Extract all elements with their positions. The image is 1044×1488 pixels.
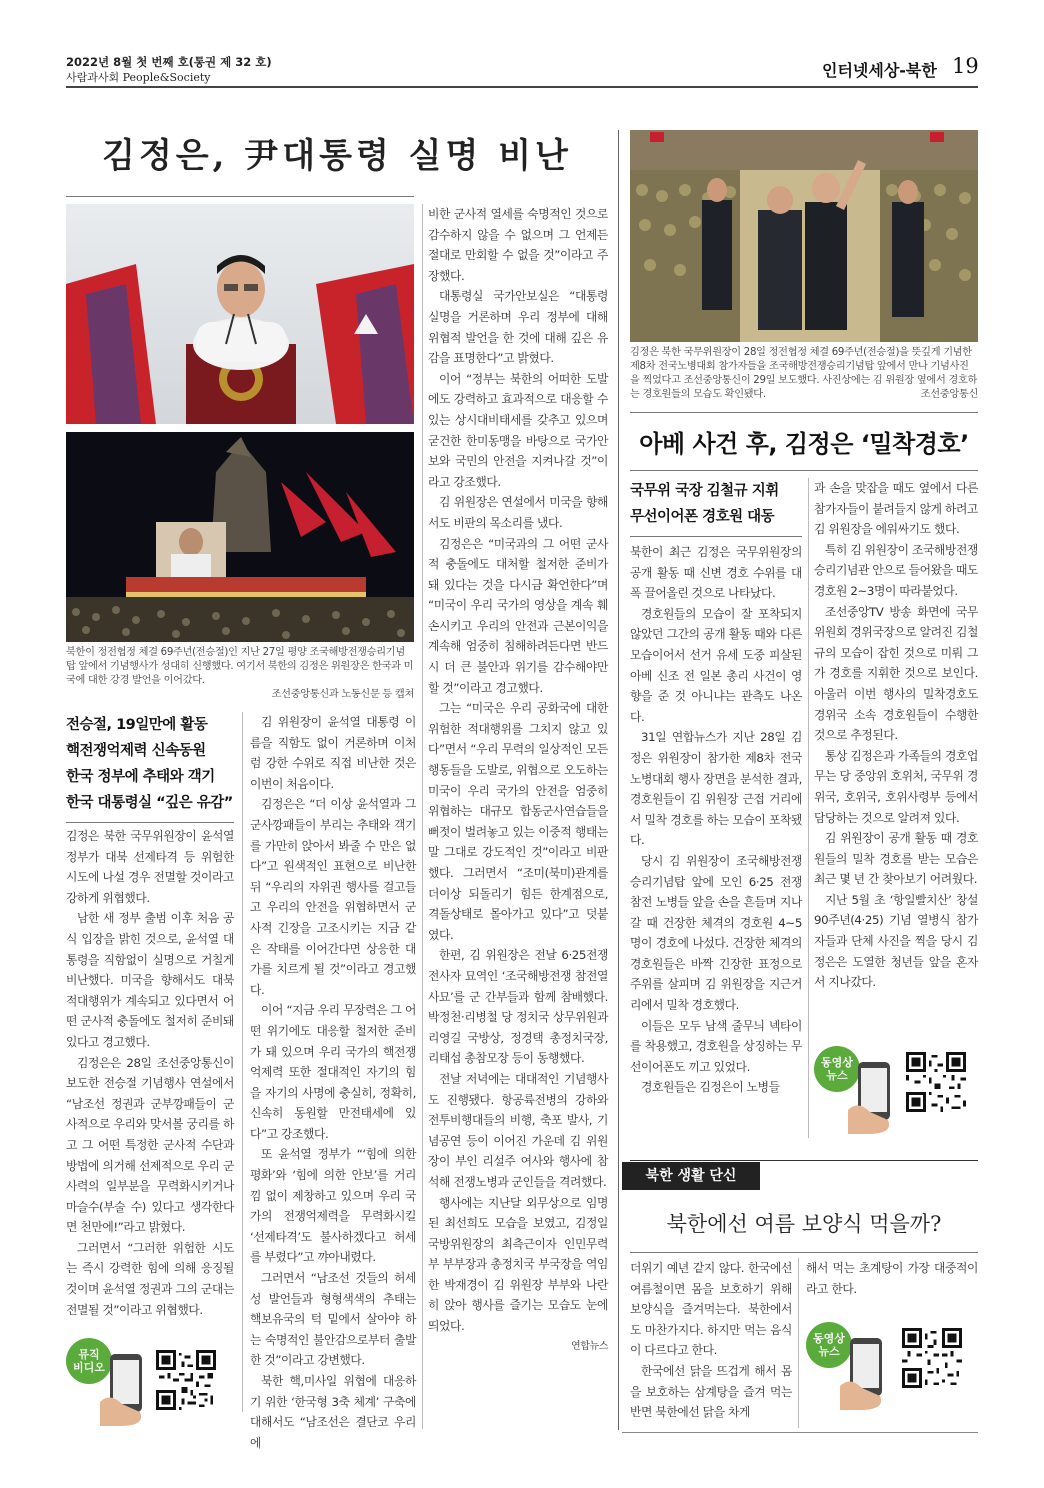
article2-col2-paragraph: 통상 김정은과 가족들의 경호업무는 당 중앙위 호위처, 국무위 경위국, 호위국, 호위사령부 등에서 담당하는 것으로 알려져 있다. [814, 748, 978, 825]
article2-col1-paragraph: 경호원들은 김정은이 노병들 [641, 1080, 780, 1095]
article3-top-rule [630, 1160, 978, 1161]
article3-column-2 [806, 1258, 978, 1299]
article1-col2-paragraph: 김정은은 “더 이상 윤석열과 그 군사깡패들이 부리는 추태와 객기를 가만히 앉아서 봐줄 수 만은 없다”고 원색적인 표현으로 비난한 뒤 “우리의 자위권 행사를 걸고들고 우리의 안전을 위협하면서 군사적 긴장을 고조시키는 지금 같은 작태를 이어간다면 상응한 대가를 치르게 될 것”이라고 경고했다. [250, 797, 416, 997]
page-number: 19 [952, 54, 979, 78]
photo1-caption [66, 646, 414, 702]
article3-col2-paragraph: 해서 먹는 초계탕이 가장 대중적이라고 한다. [806, 1261, 978, 1296]
section-title: 인터넷세상-북한 [822, 61, 937, 80]
col-divider [242, 712, 243, 1412]
article2-top-rule [630, 412, 978, 413]
article2-headline: 아베 사건 후, 김정은 ‘밀착경호’ [639, 430, 969, 458]
article1-col3-paragraph: 한편, 김 위원장은 전날 6·25전쟁 전사자 묘역인 ‘조국해방전쟁 참전열사묘’를 군 간부들과 함께 참배했다. 박정천·리병철 당 정치국 상무위원과 리영길 국방상, 정경택 총정치국장, 리태섭 총참모장 등이 동행했다. [428, 948, 608, 1066]
article1-col3-paragraph: 김 위원장은 연설에서 미국을 향해서도 비판의 목소리를 냈다. [428, 495, 608, 530]
col-divider [808, 478, 809, 1138]
article2-col2-paragraph: 과 손을 맞잡을 때도 옆에서 다른 참가자들이 붙려들지 않게 하려고 김 위원장을 에워싸기도 했다. [814, 481, 978, 537]
article1-column-1 [66, 826, 234, 1320]
phone-hand-icon [100, 1352, 152, 1426]
article1-subheads [66, 712, 246, 816]
article2-subheads [630, 478, 802, 530]
article3-col1-paragraph: 더위기 예년 같지 않다. 한국에선 여름철이면 몸을 보호하기 위해 보양식을 즐겨먹는다. 북한에서도 마찬가지다. 하지만 먹는 음식이 다르다고 한다. [630, 1261, 792, 1358]
issue-line: 2022년 8월 첫 번째 호(통권 제 32 호) [66, 55, 272, 69]
article1-col2-paragraph: 북한 핵,미사일 위협에 대응하기 위한 ‘한국형 3축 체계’ 구축에 대해서도 “남조선은 결단코 우리에 [250, 1374, 416, 1450]
article2-col1-paragraph: 당시 김 위원장이 조국해방전쟁승리기념탑 앞에 모인 6·25 전쟁 참전 노병들 앞을 손을 흔들며 지나갈 때 건장한 체격의 경호원 4~5명이 경호에 나섰다. 건장한 체격의 경호원들은 바짝 긴장한 표정으로 주위를 살피며 김 위원장을 지근거리에서 밀착 경호했다. [630, 853, 802, 1013]
page-bottom-rule [622, 1432, 978, 1433]
music-video-badge-label: 뮤직 비디오 [73, 1348, 105, 1374]
article2-col2-paragraph: 김 위원장이 공개 활동 때 경호원들의 밀착 경호를 받는 모습은 최근 몇 년 간 찾아보기 어려웠다. [814, 831, 978, 887]
photo2-caption-text: 김정은 북한 국무위원장이 28일 정전협정 체결 69주년(전승절)을 뜻깊게 기념한 제8차 전국노병대회 참가자들을 조국해방전쟁승리기념탑 앞에서 만나 기념사진을 찍었다고 조선중앙통신이 29일 보도했다. 사진상에는 김 위원장 옆에서 경호하는 경호원들의 모습도 확인됐다. [630, 347, 978, 400]
photo1-credit: 조선중앙통신과 노동신문 등 캡쳐 [271, 689, 414, 700]
header-rule [66, 86, 978, 88]
article1-col3-paragraph: 김정은은 “미국과의 그 어떤 군사적 충돌에도 대처할 철저한 준비가 돼 있다는 것을 다시금 확언한다”며 “미국이 우리 국가의 영상을 계속 훼손시키고 우리의 안전과 근본이익을 계속해 엄중히 침해하려든다면 반드시 더 큰 불안과 위기를 감수해야만 할 것”이라고 경고했다. [428, 536, 608, 695]
kim-speech-photo [66, 204, 414, 424]
qr-code-icon[interactable] [902, 1328, 962, 1388]
article2-column-2 [814, 478, 978, 993]
bodyguards-photo [630, 130, 978, 342]
article1-col3-paragraph: 그는 “미국은 우리 공화국에 대한 위험한 적대행위를 그치지 않고 있다”면서 “우리 무력의 일상적인 모든 행동들을 도발로, 위협으로 오도하는 미국이 우리 국가의 안전을 엄중히 위협하는 대규모 합동군사연습들을 뻐젓이 벌려놓고 있는 이중적 행태는 말 그대로 강도적인 것”이라고 비판했다. 그러면서 “조미(북미)관계를 더이상 되돌리기 힘든 한계점으로, 격돌상태로 몰아가고 있다”고 덧붙였다. [428, 701, 608, 942]
col-divider [422, 204, 423, 1429]
article1-col3-paragraph: 행사에는 지난달 외무상으로 임명된 최선희도 모습을 보였고, 김정일 국방위원장의 최측근이자 인민무력부 부부장과 총정치국 부국장을 역임한 박재경이 김 위원장 부부와 나란히 앉아 행사를 즐기는 모습도 눈에 띄었다. [428, 1195, 608, 1334]
article2-col1-paragraph: 31일 연합뉴스가 지난 28일 김정은 위원장이 참가한 제8차 전국노병대회 행사 장면을 분석한 결과, 경호원들이 김 위원장 근접 거리에서 밀착 경호를 하는 모습이 포착됐다. [630, 730, 802, 848]
video-news-badge-label: 동영상 뉴스 [821, 1056, 853, 1082]
col-divider [798, 1258, 799, 1428]
publication-name: 사람과사회 People&Society [66, 71, 211, 84]
article1-col1-paragraph: 김정은은 28일 조선중앙통신이 보도한 전승절 기념행사 연설에서 “남조선 정권과 군부깡패들이 군사적으로 우리와 맞서볼 궁리를 하고 그 어떤 특정한 군사적 수단과 방법에 의거해 선제적으로 우리 군사력의 일부분을 무력화시키거나 마슬수(부술 수) 있다고 생각한다면 천만에!”라고 밝혔다. [66, 1055, 234, 1235]
phone-hand-icon [840, 1336, 892, 1410]
article1-source-credit: 연합뉴스 [570, 1340, 608, 1352]
article1-headline: 김정은, 尹대통령 실명 비난 [102, 136, 572, 176]
article1-col2-paragraph: 이어 “지금 우리 무장력은 그 어떤 위기에도 대응할 철저한 준비가 돼 있으며 우리 국가의 핵전쟁억제력 또한 절대적인 자기의 힘을 자기의 사명에 충실히, 정확히, 신속히 동원할 만전태세에 있다”고 강조했다. [250, 1003, 416, 1141]
article1-headline-rule [66, 196, 414, 197]
qr-code-icon[interactable] [906, 1052, 966, 1112]
article1-column-2 [250, 712, 416, 1453]
article3-headline-rule [630, 1252, 978, 1253]
photo2-caption [630, 346, 978, 402]
article1-column-3 [428, 204, 608, 1357]
page-column-divider [618, 130, 619, 1430]
article1-subhead-3: 한국 정부에 추태와 객기 [66, 769, 215, 785]
music-video-qr-block[interactable] [66, 1336, 234, 1426]
photo2-credit: 조선중앙통신 [920, 389, 978, 400]
article1-col1-paragraph: 그러면서 “그러한 위험한 시도는 즉시 강력한 힘에 의해 응징될 것이며 윤석열 정권과 그의 군대는 전멸될 것”이라고 위협했다. [66, 1240, 234, 1317]
article2-col1-paragraph: 경호원들의 모습이 잘 포착되지 않았던 그간의 공개 활동 때와 다른 모습이어서 선거 유세 도중 피살된 아베 신조 전 일본 총리 사건이 영향을 준 것 아니냐는 관측도 나온다. [630, 606, 802, 724]
article1-subhead-4: 한국 대통령실 “깊은 유감” [66, 795, 233, 811]
article2-col2-paragraph: 지난 5월 초 ‘항일빨치산’ 창설 90주년(4·25) 기념 열병식 참가자들과 단체 사진을 찍을 당시 김정은은 도열한 청년들 앞을 혼자서 지나갔다. [814, 892, 978, 990]
article2-subhead-1: 국무위 국장 김철규 지휘 [630, 483, 779, 499]
article2-subhead-rule [630, 536, 802, 537]
article2-headline-rule [630, 470, 978, 471]
article1-col1-paragraph: 남한 새 정부 출범 이후 처음 공식 입장을 밝힌 것으로, 윤석열 대통령을 직함없이 실명으로 거칠게 비난했다. 미국을 향해서도 대북 적대행위가 계속되고 있다면서 어떤 군사적 충돌에도 철저히 준비돼 있다고 경고했다. [66, 911, 234, 1049]
article1-col2-paragraph: 그러면서 “남조선 것들의 허세성 발언들과 형형색색의 추태는 핵보유국의 턱 밑에서 살아야 하는 숙명적인 불안감으로부터 출발한 것”이라고 강변했다. [250, 1271, 416, 1368]
article1-subhead-1: 전승절, 19일만에 활동 [66, 717, 208, 733]
article1-col2-paragraph: 김 위원장이 윤석열 대통령 이름을 직함도 없이 거론하며 이처럼 강한 수위로 직접 비난한 것은 이번이 처음이다. [250, 715, 416, 791]
article3-col1-paragraph: 한국에선 닭을 뜨겁게 해서 몸을 보호하는 삼계탕을 즐겨 먹는 반면 북한에선 닭을 차게 [630, 1363, 792, 1420]
article1-subhead-2: 핵전쟁억제력 신속동원 [66, 743, 206, 759]
article2-subhead-2: 무선이어폰 경호원 대동 [630, 509, 775, 525]
article3-headline: 북한에선 여름 보양식 먹을까? [666, 1212, 942, 1236]
article1-col2-paragraph: 또 윤석열 정부가 “‘힘에 의한 평화’와 ‘힘에 의한 안보’를 거리낌 없이 제창하고 있으며 우리 국가의 전쟁억제력을 무력화시킬 ‘선제타격’도 불사하겠다고 허세를 부렸다”고 꺄아내렸다. [250, 1147, 416, 1265]
night-ceremony-photo [66, 432, 414, 642]
article2-col2-paragraph: 특히 김 위원장이 조국해방전쟁승리기념관 안으로 들어왔을 때도 경호원 2~3명이 따라붙었다. [814, 542, 978, 598]
video-news-qr-block-2[interactable] [806, 1320, 978, 1410]
photo1-caption-text: 북한이 정전협정 체결 69주년(전승절)인 지난 27일 평양 조국해방전쟁승리기념탑 앞에서 기념행사가 성대히 신행했다. 여기서 북한의 김정은 위원장은 한국과 미국에 대한 강경 발언을 이어갔다. [66, 647, 414, 686]
article2-col2-paragraph: 조선중앙TV 방송 화면에 국무위원회 경위국장으로 알려진 김철규의 모습이 잡힌 것으로 미뤄 그가 경호를 지휘한 것으로 보인다. 아울러 이번 행사의 밀착경호도 경위국 소속 경호원들이 수행한 것으로 추정된다. [814, 604, 978, 743]
article2-col1-paragraph: 이들은 모두 남색 줄무늬 넥타이를 착용했고, 경호원을 상징하는 무선이어폰도 끼고 있었다. [630, 1018, 802, 1074]
video-news-badge-label: 동영상 뉴스 [813, 1332, 845, 1358]
article2-col1-paragraph: 북한이 최근 김정은 국무위원장의 공개 활동 때 신변 경호 수위를 대폭 끌어올린 것으로 나타났다. [630, 545, 802, 601]
qr-code-icon[interactable] [156, 1350, 216, 1410]
article3-section-label: 북한 생활 단신 [622, 1162, 760, 1190]
phone-hand-icon [848, 1060, 900, 1134]
article1-col3-paragraph: 전날 저녁에는 대대적인 기념행사도 진행됐다. 항공륙전병의 강하와 전투비행대들의 비행, 축포 발사, 기념공연 등이 이어진 가운데 김 위원장이 부인 리설주 여사와 행사에 참석해 전쟁노병과 군인들을 격려했다. [428, 1071, 608, 1189]
article2-column-1 [630, 542, 802, 1098]
article3-column-1 [630, 1258, 792, 1423]
article1-col3-paragraph: 대통령실 국가안보실은 “대통령 실명을 거론하며 우리 정부에 대해 위협적 발언을 한 것에 대해 깊은 유감을 표명한다”고 밝혔다. [428, 289, 608, 366]
video-news-qr-block[interactable] [814, 1044, 978, 1134]
article1-subhead-rule [66, 822, 234, 823]
article1-col1-paragraph: 김정은 북한 국무위원장이 윤석열 정부가 대북 선제타격 등 위험한 시도에 나설 경우 전멸할 것이라고 강하게 위협했다. [66, 829, 234, 905]
article1-col3-paragraph: 이어 “정부는 북한의 어떠한 도발에도 강력하고 효과적으로 대응할 수 있는 상시대비태세를 갖추고 있으며 굳건한 한미동맹을 바탕으로 국가안보와 국민의 안전을 지켜나갈 것”이라고 강조했다. [428, 371, 608, 489]
article1-col3-paragraph: 비한 군사적 열세를 숙명적인 것으로 감수하지 않을 수 없으며 그 언제든 절대로 만회할 수 없을 것”이라고 주장했다. [428, 207, 608, 283]
